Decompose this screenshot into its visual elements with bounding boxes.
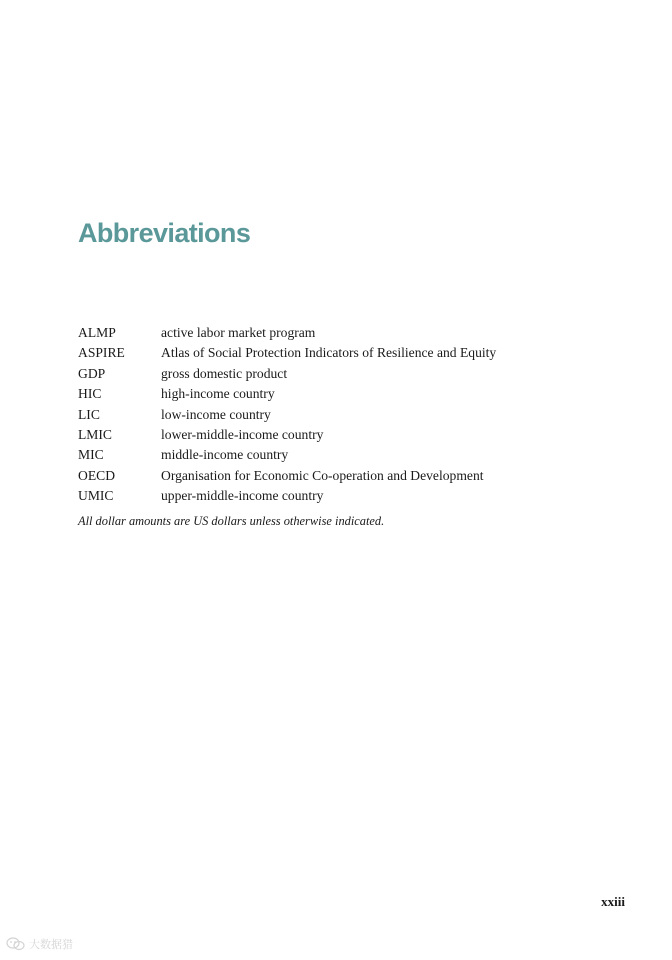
abbreviation-definition: upper-middle-income country [161, 488, 324, 504]
currency-note: All dollar amounts are US dollars unless otherwise indicated. [78, 514, 385, 528]
abbreviation-term: ALMP [78, 325, 116, 340]
abbreviation-term: GDP [78, 365, 106, 381]
abbreviation-row [78, 384, 496, 404]
abbreviation-row [78, 405, 496, 425]
abbreviation-term: HIC [78, 386, 102, 402]
abbreviation-definition: Organisation for Economic Co-operation and Development [161, 467, 484, 483]
page-number: xxiii [601, 894, 625, 909]
abbreviation-term: LMIC [78, 426, 112, 442]
abbreviation-row [78, 486, 496, 506]
abbreviation-row [78, 445, 496, 465]
abbreviation-definition: middle-income country [161, 447, 289, 463]
wechat-logo-icon [6, 937, 26, 951]
abbreviation-term: MIC [78, 447, 104, 463]
abbreviation-definition: high-income country [161, 386, 275, 402]
abbreviation-row [78, 425, 496, 445]
abbreviation-definition: gross domestic product [161, 365, 288, 381]
abbreviation-definition: lower-middle-income country [161, 426, 324, 442]
abbreviation-term: UMIC [78, 488, 114, 504]
watermark-text: 大数据猎 [29, 938, 73, 951]
abbreviation-definition: active labor market program [161, 325, 316, 340]
abbreviation-definition: low-income country [161, 406, 271, 422]
abbreviation-term: OECD [78, 467, 116, 483]
abbreviation-row [78, 466, 496, 486]
abbreviation-definition: Atlas of Social Protection Indicators of Resilience and Equity [161, 345, 497, 361]
watermark [6, 936, 73, 952]
abbreviation-term: LIC [78, 406, 100, 422]
abbreviation-row [78, 343, 496, 363]
abbreviation-term: ASPIRE [78, 345, 125, 361]
page-title: Abbreviations [78, 218, 251, 248]
abbreviation-row [78, 364, 496, 384]
abbreviations-list [78, 323, 496, 507]
abbreviation-row [78, 323, 496, 343]
